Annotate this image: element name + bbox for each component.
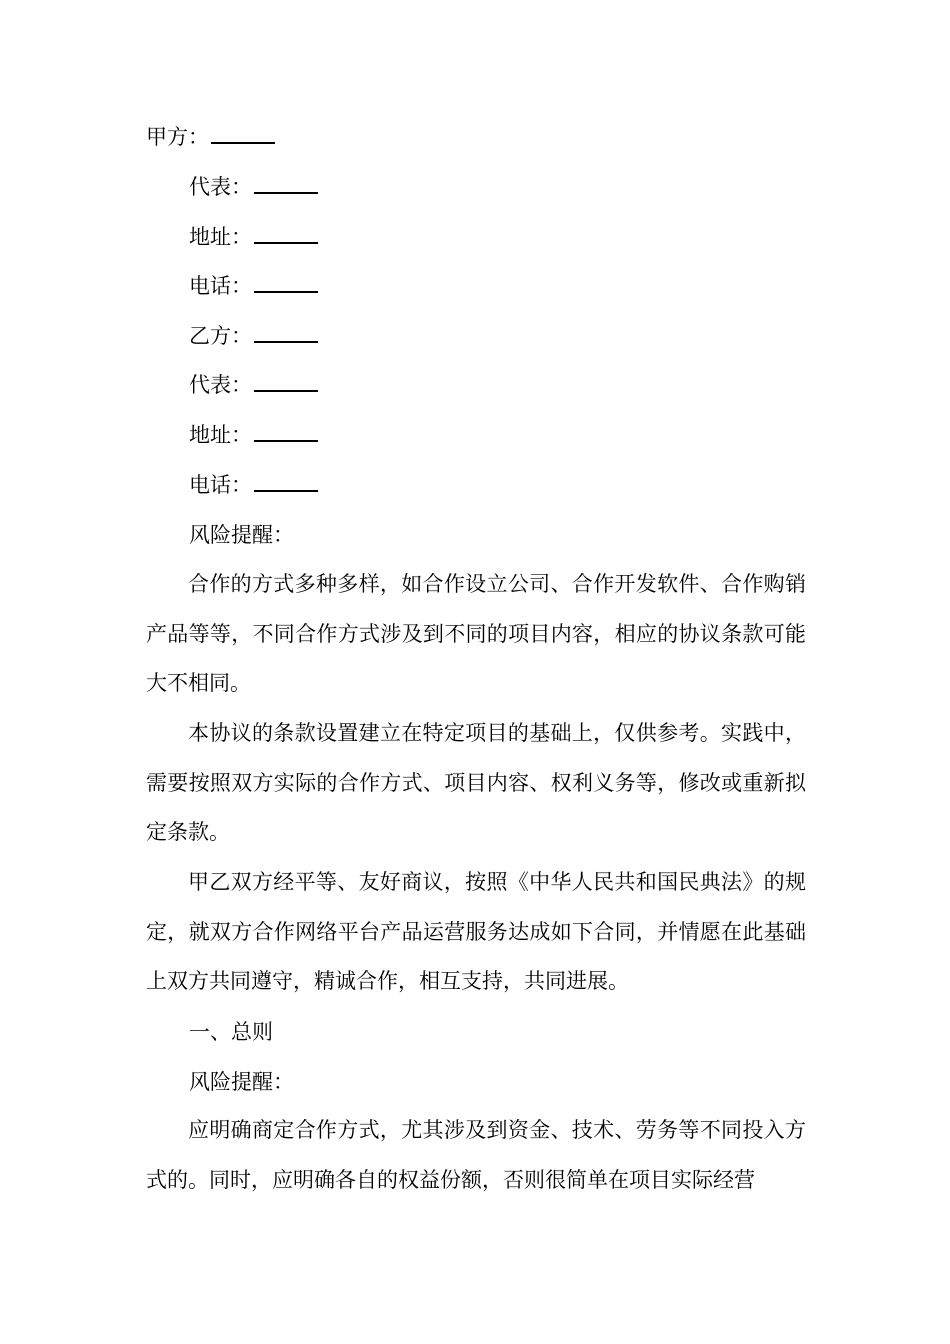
party-b-representative-label: 代表： [189, 373, 252, 397]
section-1-risk-heading: 风险提醒： [189, 1070, 294, 1094]
party-b-blank[interactable] [254, 321, 318, 343]
party-a-label: 甲方： [146, 125, 209, 149]
party-b-representative-blank[interactable] [254, 370, 318, 392]
section-1-risk-paragraph: 应明确商定合作方式，尤其涉及到资金、技术、劳务等不同投入方式的。同时，应明确各自的权益份额，否则很简单在项目实际经营 [146, 1118, 806, 1192]
party-b-label: 乙方： [189, 324, 252, 348]
risk-reminder-paragraph-1: 合作的方式多种多样，如合作设立公司、合作开发软件、合作购销产品等等，不同合作方式涉及到不同的项目内容，相应的协议条款可能大不相同。 [146, 572, 806, 695]
party-a-representative-field [189, 172, 318, 202]
party-a-representative-blank[interactable] [254, 172, 318, 194]
party-a-representative-label: 代表： [189, 175, 252, 199]
party-a-field [146, 122, 275, 152]
party-a-address-field [189, 222, 318, 252]
party-a-phone-label: 电话： [189, 274, 252, 298]
party-b-phone-blank[interactable] [254, 470, 318, 492]
section-1-title: 一、总则 [189, 1020, 273, 1044]
party-b-phone-field [189, 470, 318, 500]
party-b-representative-field [189, 370, 318, 400]
risk-reminder-heading: 风险提醒： [189, 523, 294, 547]
party-b-address-label: 地址： [189, 423, 252, 447]
party-a-phone-blank[interactable] [254, 271, 318, 293]
party-a-blank[interactable] [211, 122, 275, 144]
party-a-address-label: 地址： [189, 225, 252, 249]
party-b-field [189, 321, 318, 351]
preamble-paragraph: 甲乙双方经平等、友好商议，按照《中华人民共和国民典法》的规定，就双方合作网络平台产品运营服务达成如下合同，并情愿在此基础上双方共同遵守，精诚合作，相互支持，共同进展。 [146, 870, 806, 993]
party-b-address-field [189, 420, 318, 450]
party-a-phone-field [189, 271, 318, 301]
party-a-address-blank[interactable] [254, 222, 318, 244]
party-b-address-blank[interactable] [254, 420, 318, 442]
risk-reminder-paragraph-2: 本协议的条款设置建立在特定项目的基础上，仅供参考。实践中，需要按照双方实际的合作方式、项目内容、权利义务等，修改或重新拟定条款。 [146, 721, 806, 844]
party-b-phone-label: 电话： [189, 473, 252, 497]
